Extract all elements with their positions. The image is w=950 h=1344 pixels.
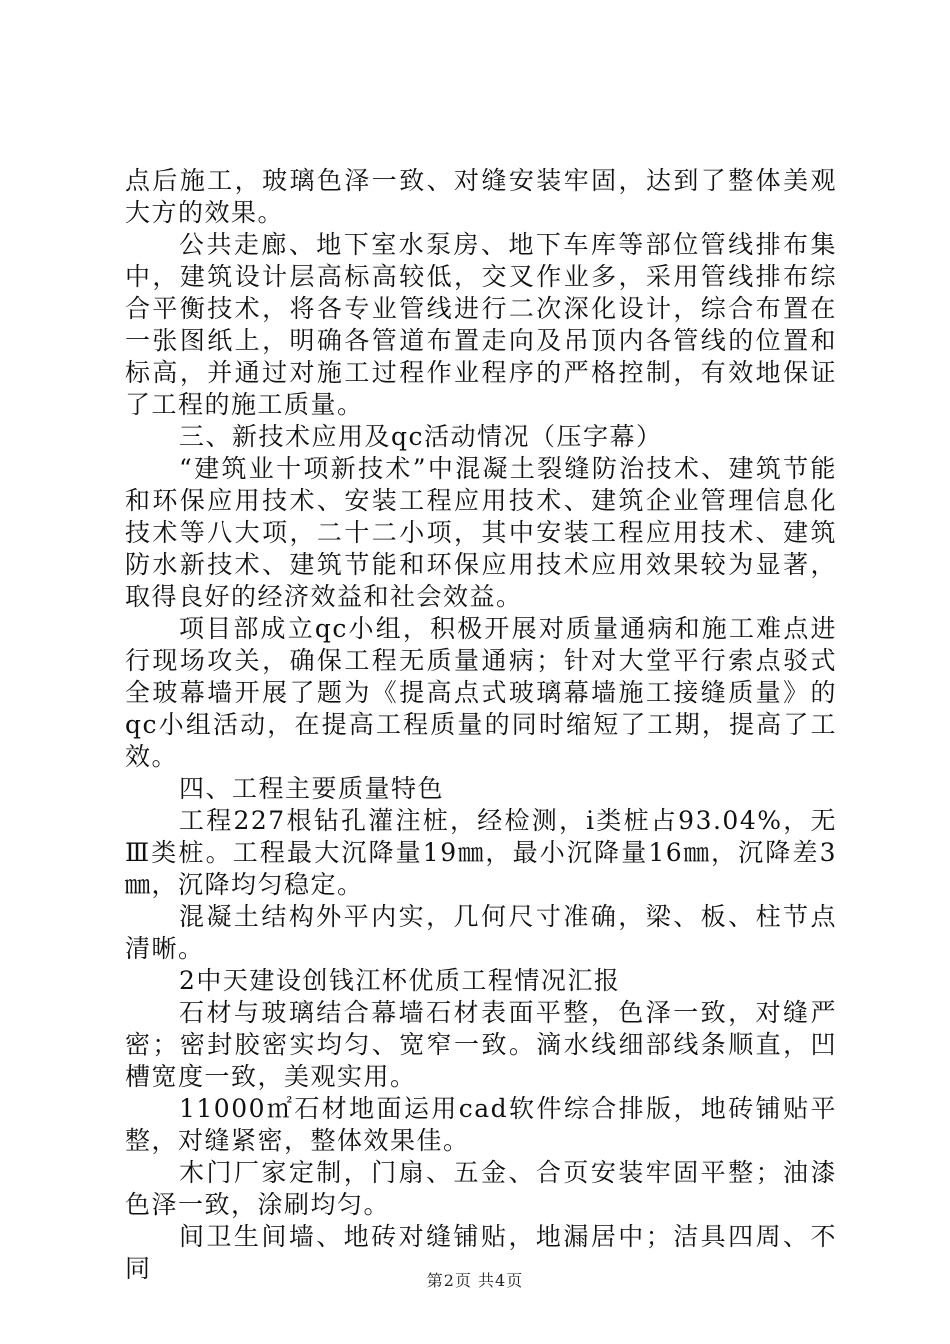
paragraph-4: “建筑业十项新技术”中混凝土裂缝防治技术、建筑节能和环保应用技术、安装工程应用技术、建筑企业管理信息化技术等八大项，二十二小项，其中安装工程应用技术、建筑防水新技术、建筑节能和环保应用技术应用效果较为显著，取得良好的经济效益和社会效益。 bbox=[125, 454, 837, 611]
paragraph-9: 2中天建设创钱江杯优质工程情况汇报 bbox=[179, 966, 621, 995]
paragraph-7: 工程227根钻孔灌注桩，经检测，i类桩占93.04%，无Ⅲ类桩。工程最大沉降量19㎜，最小沉降量16㎜，沉降差3㎜，沉降均匀稳定。 bbox=[125, 806, 837, 899]
paragraph-12: 木门厂家定制，门扇、五金、合页安装牢固平整；油漆色泽一致，涂刷均匀。 bbox=[125, 1158, 837, 1219]
paragraph-2: 公共走廊、地下室水泵房、地下车库等部位管线排布集中，建筑设计层高标高较低，交叉作业多，采用管线排布综合平衡技术，将各专业管线进行二次深化设计，综合布置在一张图纸上，明确各管道布置走向及吊顶内各管线的位置和标高，并通过对施工过程作业程序的严格控制，有效地保证了工程的施工质量。 bbox=[125, 230, 837, 419]
paragraph-11: 11000㎡石材地面运用cad软件综合排版，地砖铺贴平整，对缝紧密，整体效果佳。 bbox=[125, 1094, 837, 1155]
paragraph-5: 项目部成立qc小组，积极开展对质量通病和施工难点进行现场攻关，确保工程无质量通病；针对大堂平行索点驳式全玻幕墙开展了题为《提高点式玻璃幕墙施工接缝质量》的qc小组活动，在提高工程质量的同时缩短了工期，提高了工效。 bbox=[125, 614, 837, 771]
section-heading-4: 四、工程主要质量特色 bbox=[179, 774, 445, 803]
paragraph-8: 混凝土结构外平内实，几何尺寸准确，梁、板、柱节点清晰。 bbox=[125, 902, 837, 963]
paragraph-13: 间卫生间墙、地砖对缝铺贴，地漏居中；洁具四周、不同 bbox=[125, 1222, 837, 1283]
section-heading-3: 三、新技术应用及qc活动情况（压字幕） bbox=[179, 422, 663, 451]
paragraph-10: 石材与玻璃结合幕墙石材表面平整，色泽一致，对缝严密；密封胶密实均匀、宽窄一致。滴水线细部线条顺直，凹槽宽度一致，美观实用。 bbox=[125, 998, 837, 1091]
paragraph-1: 点后施工，玻璃色泽一致、对缝安装牢固，达到了整体美观大方的效果。 bbox=[125, 166, 837, 227]
document-body bbox=[125, 165, 837, 1285]
page-footer: 第2页 共4页 bbox=[426, 1271, 524, 1290]
